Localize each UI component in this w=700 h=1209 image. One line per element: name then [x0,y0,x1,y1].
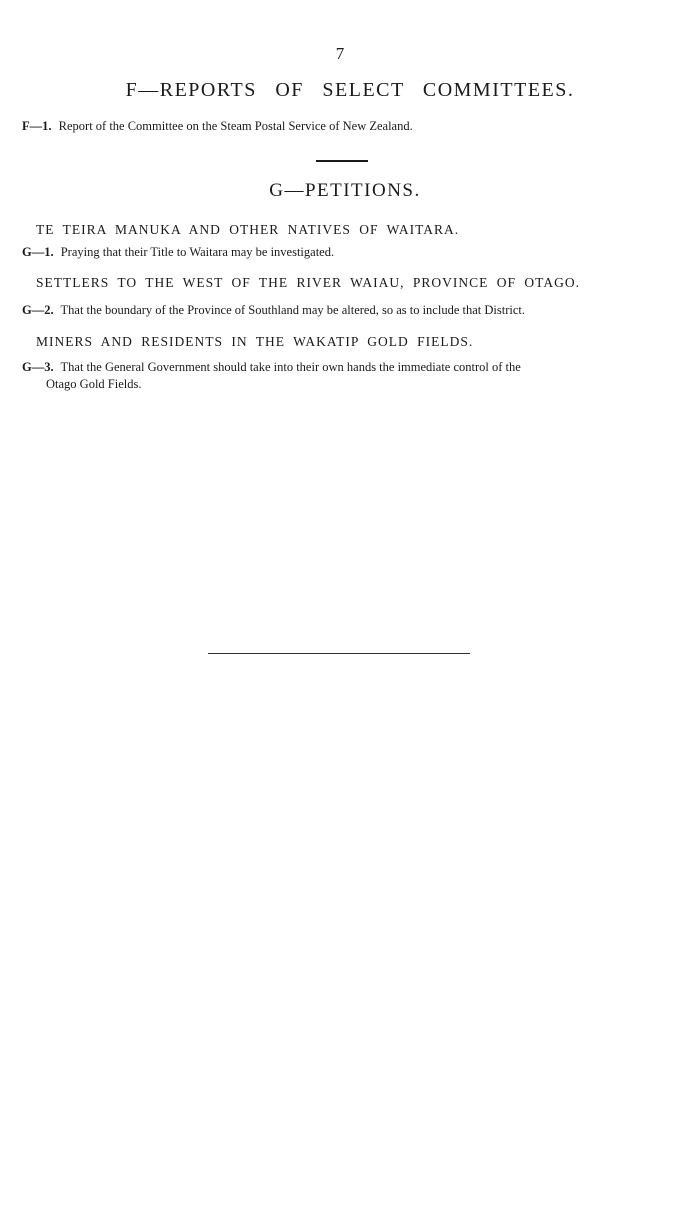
entry-code: G—2. [22,303,54,317]
entry-text-continued: Otago Gold Fields. [46,377,142,391]
entry-g-3 [22,359,662,393]
petitioners-heading-2: SETTLERS TO THE WEST OF THE RIVER WAIAU, PROVINCE OF OTAGO. [36,275,580,290]
entry-code: G—3. [22,360,54,374]
entry-code: G—1. [22,245,54,259]
entry-f-1 [22,118,662,135]
entry-text: Praying that their Title to Waitara may be investigated. [60,245,335,259]
section-g-heading: G—PETITIONS. [269,180,421,201]
page-number: 7 [335,44,345,63]
entry-text: That the General Government should take into their own hands the immediate control of the [60,360,521,374]
petitioners-heading-1: TE TEIRA MANUKA AND OTHER NATIVES OF WAITARA. [36,222,460,237]
petitioners-heading-3: MINERS AND RESIDENTS IN THE WAKATIP GOLD FIELDS. [36,334,474,349]
end-rule [208,653,470,654]
section-f-heading: F—REPORTS OF SELECT COMMITTEES. [125,79,575,101]
entry-g-2 [22,302,662,319]
entry-code: F—1. [22,119,52,133]
entry-g-1 [22,244,662,261]
section-divider [316,160,368,162]
entry-text: Report of the Committee on the Steam Postal Service of New Zealand. [58,119,413,133]
entry-text: That the boundary of the Province of Southland may be altered, so as to include that District. [60,303,525,317]
